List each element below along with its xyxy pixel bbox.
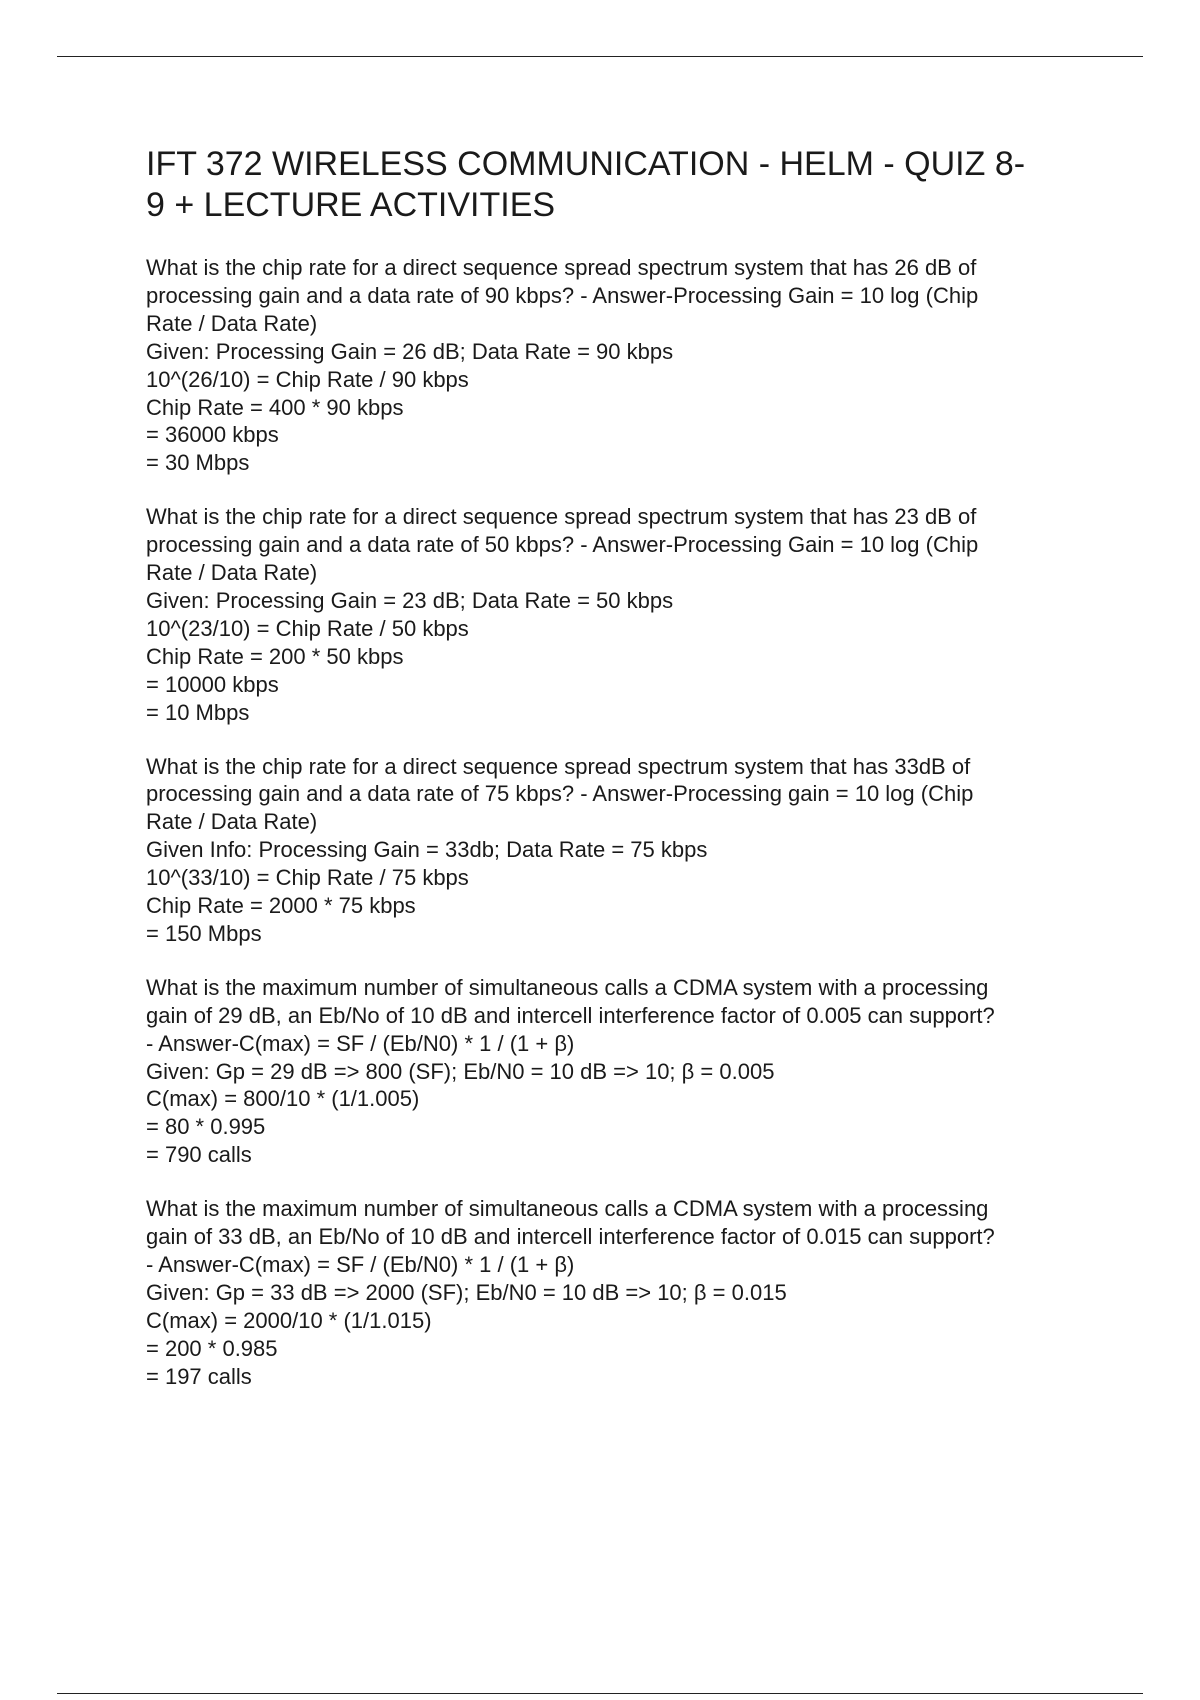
qa-line: processing gain and a data rate of 50 kbps? - Answer-Processing Gain = 10 log (Chip <box>146 532 979 558</box>
qa-line: Rate / Data Rate) <box>146 809 318 835</box>
qa-line: Rate / Data Rate) <box>146 560 318 586</box>
question-answer-block <box>146 1195 1096 1390</box>
qa-line: = 36000 kbps <box>146 422 279 448</box>
qa-line: = 790 calls <box>146 1142 252 1168</box>
question-answer-block <box>146 974 1096 1169</box>
qa-line: = 10 Mbps <box>146 699 250 725</box>
qa-line: Chip Rate = 200 * 50 kbps <box>146 643 404 669</box>
qa-line: Given: Gp = 33 dB => 2000 (SF); Eb/N0 = 10 dB => 10; β = 0.015 <box>146 1279 787 1305</box>
qa-line: What is the chip rate for a direct sequence spread spectrum system that has 33dB of <box>146 753 971 779</box>
qa-line: Given Info: Processing Gain = 33db; Data Rate = 75 kbps <box>146 837 708 863</box>
qa-line: = 10000 kbps <box>146 671 279 697</box>
document-title-line: 9 + LECTURE ACTIVITIES <box>146 186 556 224</box>
question-answer-block <box>146 753 1096 948</box>
qa-line: Given: Processing Gain = 23 dB; Data Rate = 50 kbps <box>146 587 674 613</box>
qa-line: - Answer-C(max) = SF / (Eb/N0) * 1 / (1 + β) <box>146 1252 575 1277</box>
question-answer-block <box>146 254 1096 477</box>
document-title <box>146 144 1096 226</box>
qa-line: 10^(23/10) = Chip Rate / 50 kbps <box>146 615 469 641</box>
qa-line: processing gain and a data rate of 75 kbps? - Answer-Processing gain = 10 log (Chip <box>146 781 974 807</box>
qa-line: What is the maximum number of simultaneous calls a CDMA system with a processing <box>146 1196 989 1222</box>
qa-line: = 30 Mbps <box>146 450 250 476</box>
qa-line: gain of 33 dB, an Eb/No of 10 dB and intercell interference factor of 0.015 can support? <box>146 1224 995 1250</box>
top-divider <box>57 56 1143 57</box>
qa-line: = 150 Mbps <box>146 920 262 946</box>
qa-line: 10^(26/10) = Chip Rate / 90 kbps <box>146 366 469 392</box>
document-body <box>146 144 1096 1417</box>
qa-line: What is the maximum number of simultaneous calls a CDMA system with a processing <box>146 974 989 1000</box>
qa-line: C(max) = 2000/10 * (1/1.015) <box>146 1307 432 1333</box>
qa-line: What is the chip rate for a direct sequence spread spectrum system that has 26 dB of <box>146 255 977 280</box>
qa-line: - Answer-C(max) = SF / (Eb/N0) * 1 / (1 + β) <box>146 1030 575 1056</box>
qa-line: C(max) = 800/10 * (1/1.005) <box>146 1086 420 1112</box>
qa-line: gain of 29 dB, an Eb/No of 10 dB and intercell interference factor of 0.005 can support? <box>146 1002 995 1028</box>
qa-line: Given: Processing Gain = 26 dB; Data Rate = 90 kbps <box>146 338 674 364</box>
question-answer-block <box>146 503 1096 726</box>
qa-line: = 200 * 0.985 <box>146 1335 278 1361</box>
qa-line: What is the chip rate for a direct sequence spread spectrum system that has 23 dB of <box>146 504 977 530</box>
document-title-line: IFT 372 WIRELESS COMMUNICATION - HELM - QUIZ 8- <box>146 145 1026 183</box>
qa-line: Chip Rate = 2000 * 75 kbps <box>146 893 416 919</box>
qa-line: Rate / Data Rate) <box>146 310 318 336</box>
qa-line: 10^(33/10) = Chip Rate / 75 kbps <box>146 865 469 891</box>
qa-line: Given: Gp = 29 dB => 800 (SF); Eb/N0 = 10 dB => 10; β = 0.005 <box>146 1058 775 1084</box>
qa-line: = 80 * 0.995 <box>146 1114 266 1140</box>
qa-line: processing gain and a data rate of 90 kbps? - Answer-Processing Gain = 10 log (Chip <box>146 282 979 308</box>
qa-line: = 197 calls <box>146 1363 252 1389</box>
bottom-divider <box>57 1693 1143 1694</box>
qa-line: Chip Rate = 400 * 90 kbps <box>146 394 404 420</box>
